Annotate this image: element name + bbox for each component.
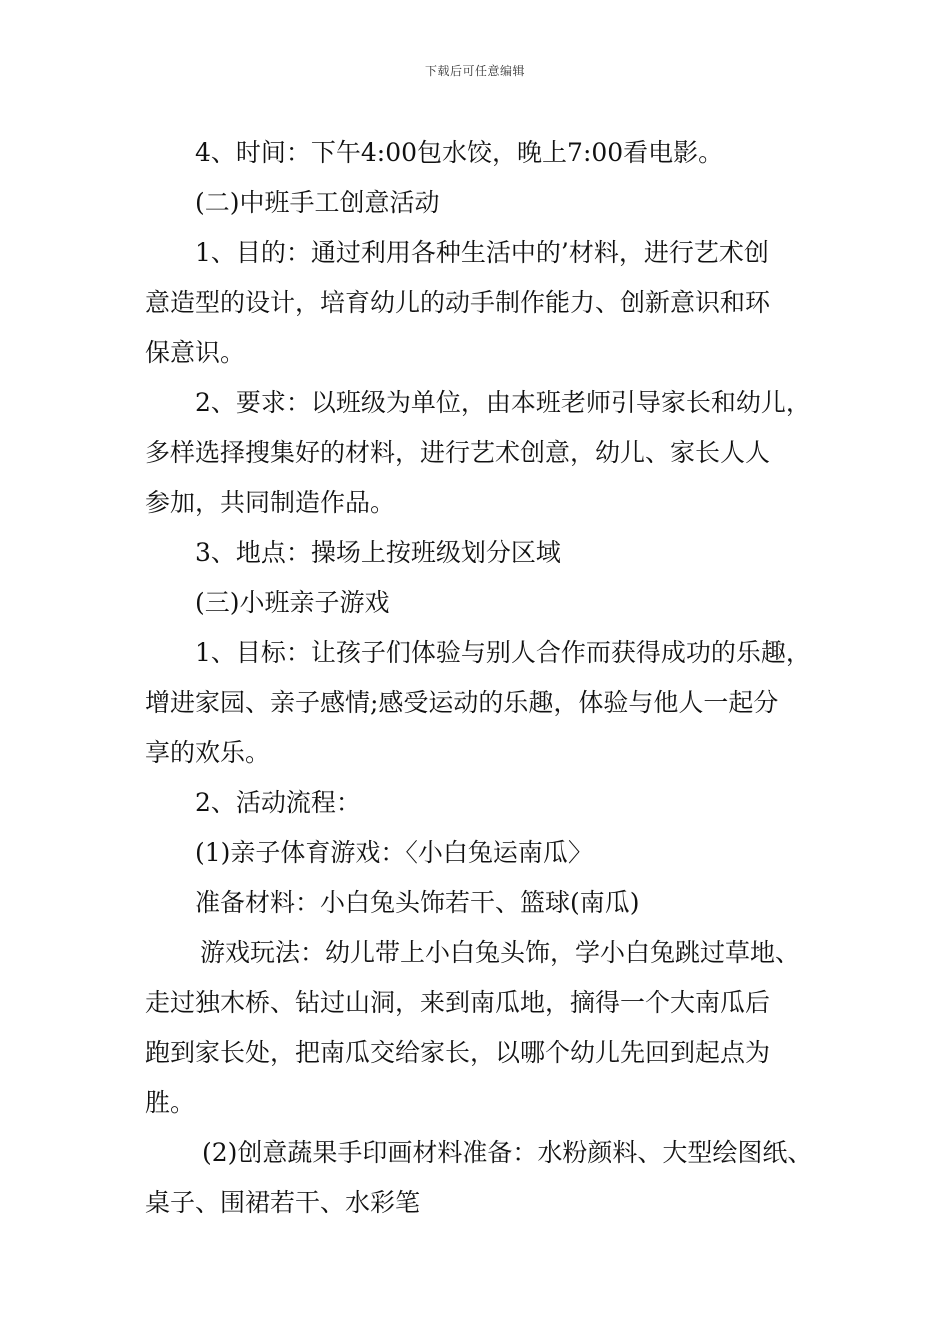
paragraph-line: 1、目标：让孩子们体验与别人合作而获得成功的乐趣， <box>195 638 811 667</box>
document-body <box>145 128 835 1228</box>
paragraph-line: (2)创意蔬果手印画材料准备：水粉颜料、大型绘图纸、 <box>202 1138 813 1167</box>
paragraph-line: 3、地点：操场上按班级划分区域 <box>195 538 561 567</box>
paragraph-line: 胜。 <box>145 1088 196 1117</box>
paragraph-line: 享的欢乐。 <box>145 738 271 767</box>
paragraph-line: (1)亲子体育游戏：〈小白兔运南瓜〉 <box>195 838 593 867</box>
paragraph-line: 保意识。 <box>145 338 246 367</box>
paragraph-line: 准备材料：小白兔头饰若干、篮球(南瓜) <box>195 888 640 917</box>
paragraph-line: 桌子、围裙若干、水彩笔 <box>145 1188 421 1217</box>
paragraph-line: 2、活动流程： <box>195 788 361 817</box>
paragraph-line: 2、要求：以班级为单位，由本班老师引导家长和幼儿， <box>195 388 811 417</box>
paragraph-line: 1、目的：通过利用各种生活中的’材料，进行艺术创 <box>195 238 769 267</box>
section-heading: (三)小班亲子游戏 <box>195 588 390 617</box>
paragraph-line: 跑到家长处，把南瓜交给家长，以哪个幼儿先回到起点为 <box>145 1038 771 1067</box>
paragraph-line: 游戏玩法：幼儿带上小白兔头饰，学小白兔跳过草地、 <box>200 938 801 967</box>
paragraph-line: 4、时间：下午4:00包水饺，晚上7:00看电影。 <box>195 138 724 167</box>
paragraph-line: 增进家园、亲子感情;感受运动的乐趣，体验与他人一起分 <box>145 688 779 717</box>
page-header: 下载后可任意编辑 <box>424 64 525 78</box>
paragraph-line: 走过独木桥、钻过山洞，来到南瓜地，摘得一个大南瓜后 <box>145 988 771 1017</box>
paragraph-line: 多样选择搜集好的材料，进行艺术创意，幼儿、家长人人 <box>145 438 771 467</box>
section-heading: (二)中班手工创意活动 <box>195 188 440 217</box>
paragraph-line: 意造型的设计，培育幼儿的动手制作能力、创新意识和环 <box>145 288 771 317</box>
paragraph-line: 参加，共同制造作品。 <box>145 488 396 517</box>
